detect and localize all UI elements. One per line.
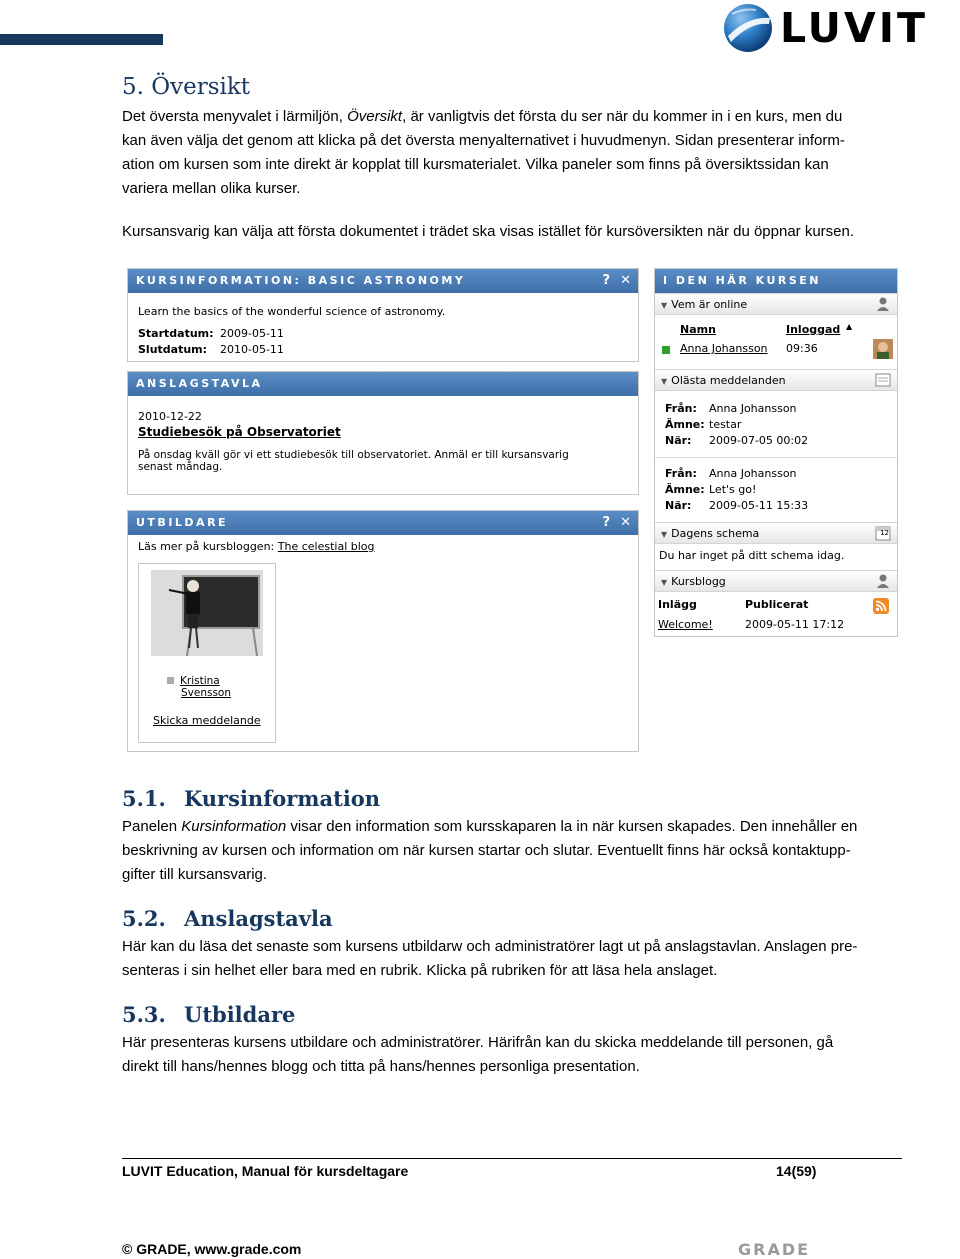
status-icon xyxy=(167,677,174,684)
blog-link[interactable]: The celestial blog xyxy=(277,540,375,553)
copyright: © GRADE, www.grade.com xyxy=(122,1241,302,1257)
heading-5-3: 5.3. Utbildare xyxy=(122,1002,296,1027)
footer-title: LUVIT Education, Manual för kursdeltagare xyxy=(122,1163,409,1179)
paragraph-5-3: Här presenteras kursens utbildare och administratörer. Härifrån kan du skicka meddelande till personen, gå direkt till hans/hennes blogg och titta på hans/hennes personliga presentation. xyxy=(122,1034,834,1075)
header-bar xyxy=(0,34,163,45)
luvit-logo xyxy=(722,2,928,54)
col-namn[interactable]: Namn xyxy=(680,323,716,336)
close-icon[interactable]: ✕ xyxy=(620,515,631,530)
brand-name: LUVIT xyxy=(780,3,928,52)
kursinfo-header: KURSINFORMATION: BASIC ASTRONOMY ? ✕ xyxy=(128,269,638,293)
blog-toggle[interactable]: ▼ Kursblogg xyxy=(655,570,897,592)
teacher-card xyxy=(138,563,276,743)
user-icon xyxy=(875,296,891,312)
announcement-headline[interactable]: Studiebesök på Observatoriet xyxy=(138,425,341,439)
online-toggle[interactable]: ▼ Vem är online xyxy=(655,293,897,315)
teacher-name-1[interactable]: Kristina xyxy=(180,675,220,687)
help-icon[interactable]: ? xyxy=(602,273,611,288)
overview-screenshot xyxy=(126,268,898,754)
utbildare-panel: UTBILDARE ? ✕ Läs mer på kursbloggen: The celestial blog Kristina Svensson Skicka meddelande xyxy=(127,510,639,752)
chevron-down-icon: ▼ xyxy=(661,377,668,386)
rss-icon[interactable] xyxy=(873,598,889,614)
teacher-photo[interactable] xyxy=(151,570,263,656)
unread-message-1[interactable]: Från: Anna Johansson Ämne: testar När: 2009-07-05 00:02 xyxy=(665,402,809,447)
help-icon[interactable]: ? xyxy=(602,515,611,530)
utbildare-header: UTBILDARE ? ✕ xyxy=(128,511,638,535)
close-icon[interactable]: ✕ xyxy=(620,273,631,288)
chevron-down-icon: ▼ xyxy=(661,530,668,539)
i-kursen-header: I DEN HÄR KURSEN xyxy=(655,269,897,293)
avatar[interactable] xyxy=(873,339,893,359)
col-inloggad[interactable]: Inloggad xyxy=(786,323,841,336)
sort-up-icon: ▲ xyxy=(846,322,853,331)
globe-icon xyxy=(722,2,774,54)
grade-logo: GRADE xyxy=(738,1240,811,1259)
send-message-link[interactable]: Skicka meddelande xyxy=(153,714,261,727)
unread-message-2[interactable]: Från: Anna Johansson Ämne: Let's go! När: 2009-05-11 15:33 xyxy=(655,457,897,522)
message-icon xyxy=(875,372,891,388)
note-paragraph: Kursansvarig kan välja att första dokumentet i trädet ska visas istället för kursöversikten när du öppnar kursen. xyxy=(122,223,855,240)
calendar-day: 12 xyxy=(880,529,889,537)
page-title: 5. Översikt xyxy=(122,74,251,100)
footer-divider xyxy=(122,1158,902,1159)
online-status-icon xyxy=(662,346,670,354)
page-number: 14(59) xyxy=(776,1163,817,1179)
schedule-toggle[interactable]: ▼ Dagens schema 12 xyxy=(655,522,897,544)
user-icon xyxy=(875,573,891,589)
intro-paragraph: Det översta menyvalet i lärmiljön, Översikt, är vanligtvis det första du ser när du kommer in i en kurs, men du kan även välja det genom att klicka på det översta menyalternativet i huvudmenyn. Sidan presenterar inform- ation om kursen som inte direkt är kopplat till kursmaterialet. Vilka paneler som finns på översiktssidan kan variera mellan olika kurser. xyxy=(122,108,845,197)
anslagstavla-panel: ANSLAGSTAVLA 2010-12-22 Studiebesök på Observatoriet På onsdag kväll gör vi ett studiebesök till observatoriet. Anmäl er till kursansvarig senast måndag. xyxy=(127,371,639,495)
blog-post-link[interactable]: Welcome! xyxy=(658,618,713,631)
unread-toggle[interactable]: ▼ Olästa meddelanden xyxy=(655,369,897,391)
paragraph-5-1: Panelen Kursinformation visar den information som kursskaparen la in när kursen skapades. Den innehåller en beskrivning av kursen och information om när kursen startar och slutar. Eventuellt finns här också kontaktupp- gifter till kursansvarig. xyxy=(122,818,858,883)
chevron-down-icon: ▼ xyxy=(661,578,668,587)
heading-5-1: 5.1. Kursinformation xyxy=(122,786,381,811)
i-kursen-panel: I DEN HÄR KURSEN ▼ Vem är online Namn Inloggad ▲ Anna Johansson 09:36 ▼ Olästa meddelanden Från: Anna Johansson Ämne: testar När: 2009-07-05 00:02 Från: Anna Johansson Ämne: Let's go! När: 2009-05-11 15:33 ▼ Dagens schema 12 Du har inget på ditt schema idag. ▼ Kursblogg Inlägg Publicerat Welcome! 2009-05-11 17:12 xyxy=(654,268,898,637)
chevron-down-icon: ▼ xyxy=(661,301,668,310)
heading-5-2: 5.2. Anslagstavla xyxy=(122,906,333,931)
anslagstavla-header: ANSLAGSTAVLA xyxy=(128,372,638,396)
paragraph-5-2: Här kan du läsa det senaste som kursens utbildarw och administratörer lagt ut på anslagstavlan. Anslagen pre- senteras i sin helhet eller bara med en rubrik. Klicka på rubriken för att läsa hela anslaget. xyxy=(122,938,858,979)
course-description: Learn the basics of the wonderful science of astronomy. xyxy=(138,305,446,318)
teacher-name-2[interactable]: Svensson xyxy=(181,687,232,699)
online-user[interactable]: Anna Johansson xyxy=(680,342,768,355)
kursinfo-panel: KURSINFORMATION: BASIC ASTRONOMY ? ✕ Learn the basics of the wonderful science of astronomy. Startdatum: 2009-05-11 Slutdatum: 2010-05-11 xyxy=(127,268,639,362)
